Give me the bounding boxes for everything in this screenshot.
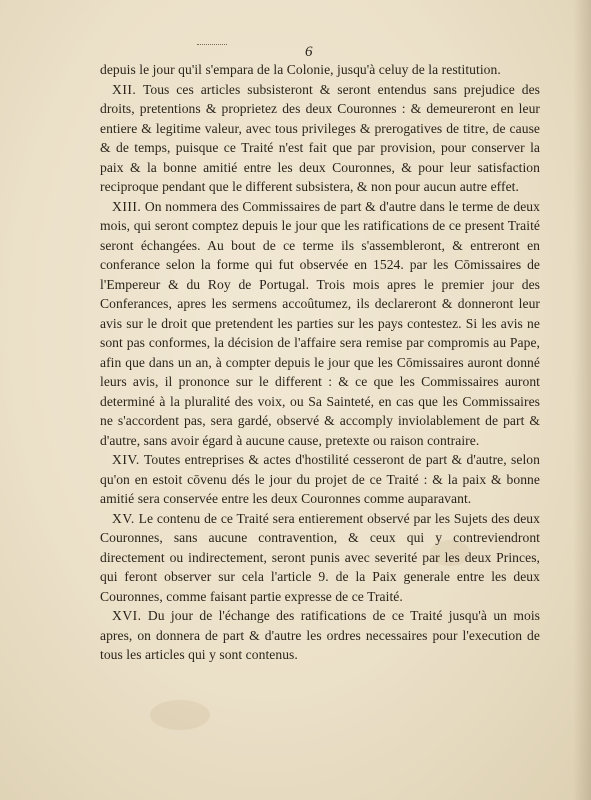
article-number: XVI. — [112, 608, 142, 623]
article-text: Du jour de l'échange des ratifications de ce Traité jusqu'à un mois apres, on donnera de part & d'autre les ordres necessaires pour l'execution de tous les articles qui y sont contenus. — [100, 608, 540, 662]
article-number: XV. — [112, 510, 135, 526]
article-text: Tous ces articles subsisteront & seront entendus sans prejudice des droits, pretentions & proprietez des deux Couronnes : & demeureront en leur entiere & legitime valeur, avec tous privileges & prerogatives de titre, de cause & de temps, puisque ce Traité n'est fait que par provision, pour conserver la paix & la bonne amitié entre les deux Couronnes, & pour leur satisfaction reciproque pendant que le different subsistera, & non pour aucun autre effet. — [100, 81, 541, 194]
paper-stain — [150, 700, 210, 730]
article-text: Le contenu de ce Traité sera entierement observé par les Sujets des deux Couronnes, sans aucune contravention, & ceux qui y contreviendront directement ou indirectement, seront punis avec severité par les deux Princes, qui feront observer sur cela l'article 9. de la Paix generale entre les deux Couronnes, comme faisant partie expresse de ce Traité. — [100, 510, 540, 604]
article-xii — [100, 80, 540, 197]
paragraph-text: depuis le jour qu'il s'empara de la Colonie, jusqu'à celuy de la restitution. — [100, 62, 501, 77]
article-text: Toutes entreprises & actes d'hostilité cesseront de part & d'autre, selon qu'on en estoit cōvenu dés le jour du projet de ce Traité : & la paix & bonne amitié sera conservée entre les deux Couronnes comme auparavant. — [100, 452, 541, 506]
article-xiv — [100, 450, 540, 509]
article-number: XII. — [112, 81, 137, 97]
article-text: On nommera des Commissaires de part & d'autre dans le terme de deux mois, qui seront comptez depuis le jour que les ratifications de ce present Traité seront échangées. Au bout de ce terme ils s'assembleront, & entreront en conferance selon la forme qui fut observée en 1524. par les Cōmissaires de l'Empereur & du Roy de Portugal. Trois mois apres le premier jour des Conferances, apres les sermens accoûtumez, ils declareront & donneront leur avis sur le droit que pretendent les parties sur les pays contestez. Si les avis ne sont pas conformes, la décision de l'affaire sera remise par compromis au Pape, afin que dans un an, à compter depuis le jour que les Cōmissaires auront donné leurs avis, il prononce sur le different : & ce que les Commissaires auront determiné à la pluralité des voix, ou Sa Sainteté, en cas que les Commissaires ne s'accordent pas, sera gardé, observé & accomply inviolablement de part & d'autre, sans avoir égard à aucune cause, pretexte ou raison contraire. — [100, 198, 541, 448]
article-number: XIV. — [112, 452, 140, 467]
paragraph-continuation — [100, 60, 540, 80]
printer-ornament-mark — [197, 44, 227, 50]
article-xiii — [100, 197, 540, 451]
treaty-text-block — [100, 60, 540, 665]
article-xvi — [100, 606, 540, 665]
article-xv — [100, 509, 540, 607]
page-edge-shadow — [573, 0, 591, 800]
page-number: 6 — [305, 44, 313, 60]
article-number: XIII. — [112, 198, 142, 214]
